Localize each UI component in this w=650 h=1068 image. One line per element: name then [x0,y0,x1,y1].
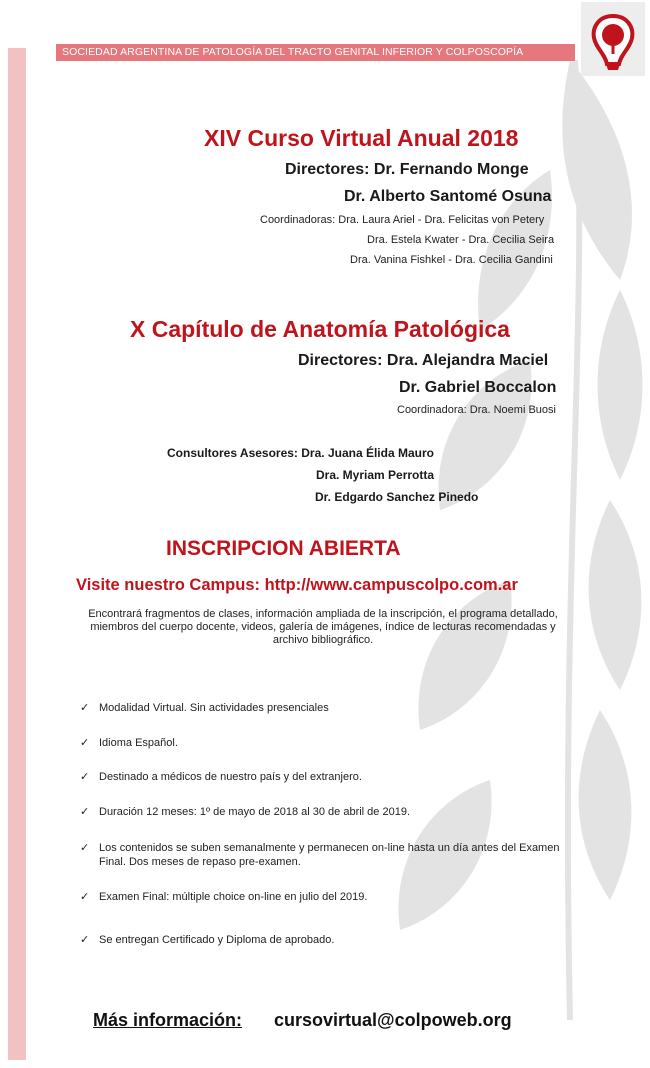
check-icon: ✓ [80,702,90,714]
chapter-director-2: Dr. Gabriel Boccalon [399,379,557,396]
left-decorative-bar [8,48,26,1060]
consultant-name: Dra. Myriam Perrotta [316,468,435,482]
check-icon: ✓ [80,934,90,946]
check-icon: ✓ [80,771,90,783]
logo [581,2,645,76]
corner-decoration [8,1040,26,1060]
check-icon: ✓ [80,737,90,749]
header-band [56,44,575,61]
check-icon: ✓ [80,806,90,818]
consultant-name: Dr. Edgardo Sanchez Pinedo [315,490,479,504]
check-icon: ✓ [80,891,90,903]
campus-link[interactable]: Visite nuestro Campus: http://www.campuscolpo.com.ar [76,576,518,594]
course-directors: Directores: Dr. Fernando Monge [285,161,529,178]
organization-name: SOCIEDAD ARGENTINA DE PATOLOGÍA DEL TRACTO GENITAL INFERIOR Y COLPOSCOPÍA [62,46,524,58]
check-icon: ✓ [80,842,90,854]
tree-logo-icon [581,2,645,76]
consultants-label: Consultores Asesores: Dra. Juana Élida Mauro [167,446,434,460]
course-coordinators-2: Dra. Estela Kwater - Dra. Cecilia Seira [367,234,555,246]
course-director-2: Dr. Alberto Santomé Osuna [344,188,552,205]
more-info-label: Más información: [93,1010,243,1030]
course-title: XIV Curso Virtual Anual 2018 [204,125,519,151]
course-coordinators-3: Dra. Vanina Fishkel - Dra. Cecilia Gandini [350,254,553,266]
course-coordinators-1: Coordinadoras: Dra. Laura Ariel - Dra. Felicitas von Petery [260,214,545,226]
contact-email[interactable]: cursovirtual@colpoweb.org [274,1010,512,1030]
chapter-directors: Directores: Dra. Alejandra Maciel [298,352,549,369]
chapter-title: X Capítulo de Anatomía Patológica [130,316,510,342]
registration-headline: INSCRIPCION ABIERTA [166,537,401,560]
campus-description: Encontrará fragmentos de clases, información ampliada de la inscripción, el programa detallado, miembros del cuerpo docente, videos, galería de imágenes, índice de lecturas recomendadas y archivo bibliográfico. [88,608,558,646]
chapter-coordinator: Coordinadora: Dra. Noemi Buosi [397,404,556,416]
